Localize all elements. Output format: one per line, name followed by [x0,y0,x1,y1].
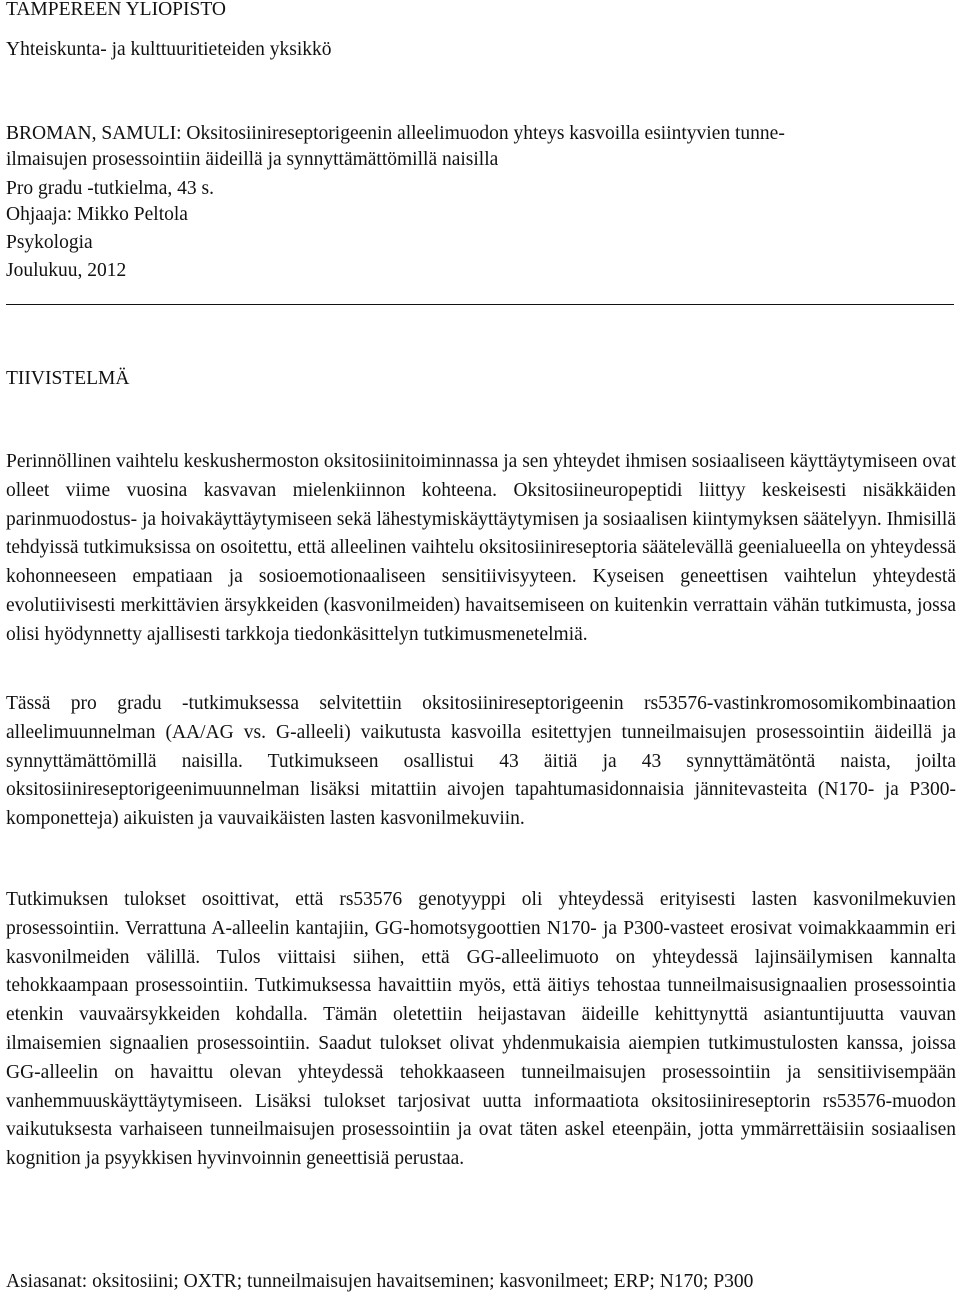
abstract-paragraph-2: Tässä pro gradu -tutkimuksessa selvitettiin oksitosiinireseptorigeenin rs53576-vastinkromosomikombinaation alleelimuunnelman (AA/AG vs. G-alleeli) vaikutusta kasvoilla esitettyjen tunneilmaisujen prosessointiin äideillä ja synnyttämättömillä naisilla. Tutkimukseen osallistui 43 äitiä ja 43 synnyttämätöntä naista, joilta oksitosiinireseptorigeenimuunnelman lisäksi mitattiin aivojen tapahtumasidonnaisia jännitevasteita (N170- ja P300-komponetteja) aikuisten ja vauvaikäisten lasten kasvonilmekuviin. [6,693,956,830]
horizontal-divider [6,304,954,305]
keywords: Asiasanat: oksitosiini; OXTR; tunneilmaisujen havaitseminen; kasvonilmeet; ERP; N170; P300 [6,1271,754,1292]
thesis-title-line-2: ilmaisujen prosessointiin äideillä ja synnyttämättömillä naisilla [6,149,499,170]
faculty-unit: Yhteiskunta- ja kulttuuritieteiden yksikkö [6,39,332,60]
supervisor: Ohjaaja: Mikko Peltola [6,204,188,225]
abstract-paragraph-1: Perinnöllinen vaihtelu keskushermoston oksitosiinitoiminnassa ja sen yhteydet ihmisen sosiaaliseen käyttäytymiseen ovat olleet viime vuosina kasvavan mielenkiinnon kohteena. Oksitosiineuropeptidi liittyy keskeisesti nisäkkäiden parinmuodostus- ja hoivakäyttäytymiseen sekä lähestymiskäyttäytymisen ja sosiaalisen kiintymyksen säätelyyn. Ihmisillä tehdyissä tutkimuksissa on osoitettu, että alleelinen vaihtelu oksitosiinireseptoria säätelevällä geenialueella on yhteydessä kohonneeseen empatiaan ja sosioemotionaaliseen sensitiivisyyteen. Kyseisen geneettisen vaihtelun yhteydestä evolutiivisesti merkittävien ärsykkeiden (kasvonilmeiden) havaitsemiseen on kuitenkin verrattain vähän tutkimusta, jossa olisi hyödynnetty ajallisesti tarkkoja tiedonkäsittelyn tutkimusmenetelmiä. [6,451,956,645]
subject: Psykologia [6,232,93,253]
thesis-type: Pro gradu -tutkielma, 43 s. [6,178,214,199]
thesis-title-line-1: BROMAN, SAMULI: Oksitosiinireseptorigeenin alleelimuodon yhteys kasvoilla esiintyvien tunne- [6,123,785,144]
university-name: TAMPEREEN YLIOPISTO [6,0,226,20]
abstract-paragraph-3: Tutkimuksen tulokset osoittivat, että rs53576 genotyyppi oli yhteydessä erityisesti lasten kasvonilmekuvien prosessointiin. Verrattuna A-alleelin kantajiin, GG-homotsygoottien N170- ja P300-vasteet erosivat voimakkaammin eri kasvonilmeiden välillä. Tulos viittaisi siihen, että GG-alleelimuoto on yhteydessä lajinsäilymisen kannalta tehokkaampaan prosessointiin. Tutkimuksessa havaittiin myös, että äitiys tehostaa tunneilmaisusignaalien prosessointia etenkin vauvaärsykkeiden kohdalla. Tämän oletettiin heijastavan äideille kehittynyttä asiantuntijuutta vauvan ilmaisemien signaalien prosessointiin. Saadut tulokset olivat yhdenmukaisia aiempien tutkimustulosten kanssa, joissa GG-alleelin on havaittu olevan yhteydessä tehokkaaseen tunneilmaisujen prosessointiin ja sensitiivisempään vanhemmuuskäyttäytymiseen. Lisäksi tulokset tarjosivat uutta informaatiota oksitosiinireseptorin rs53576-muodon vaikutuksesta varhaiseen tunneilmaisujen prosessointiin ja ovat täten askel eteenpäin, jotta ymmärrettäisiin sosiaalisen kognition ja psyykkisen hyvinvoinnin geneettisiä perustaa. [6,889,956,1170]
abstract-heading: TIIVISTELMÄ [6,368,130,389]
date: Joulukuu, 2012 [6,260,127,281]
